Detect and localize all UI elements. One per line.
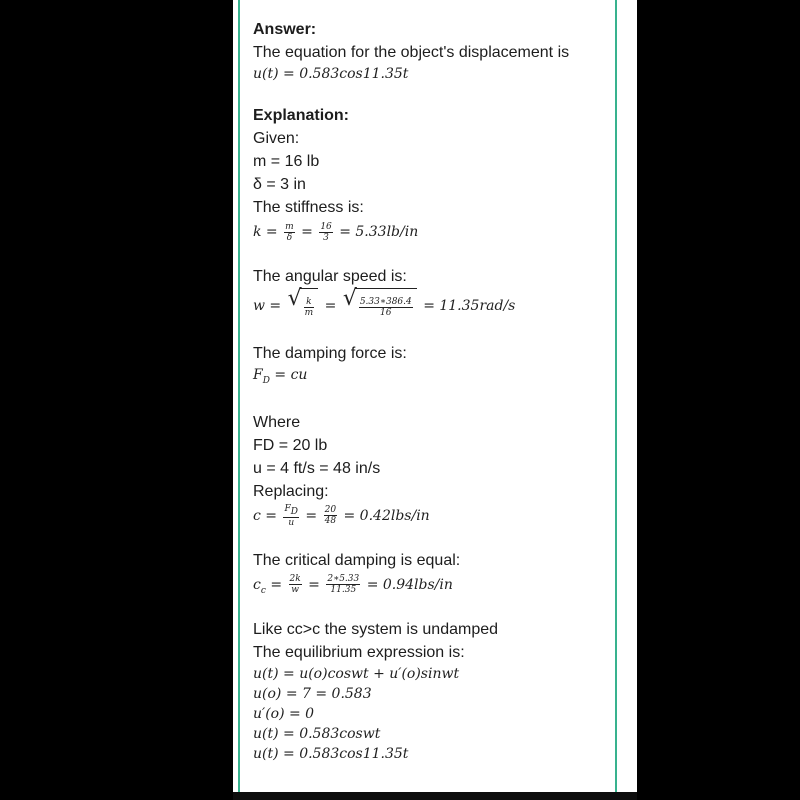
u-value: u = 4 ft/s = 48 in/s <box>253 459 381 477</box>
right-accent-rule <box>615 0 617 800</box>
critical-damping-label: The critical damping is equal: <box>253 551 461 569</box>
equilibrium-label: The equilibrium expression is: <box>253 643 465 661</box>
left-accent-rule <box>238 0 240 800</box>
equilibrium-line-4: u(t) = 0.583coswt <box>253 725 381 742</box>
critical-damping-equation: $c_c$ = $\frac{2k}{w}$ = $\frac{2∗5.33}{11.35}$ = 0.94lbs/in <box>253 574 453 596</box>
answer-content <box>253 18 613 764</box>
equilibrium-line-1: u(t) = u(o)coswt + u′(o)sinwt <box>253 665 460 682</box>
stiffness-label: The stiffness is: <box>253 199 364 216</box>
damping-force-label: The damping force is: <box>253 345 407 362</box>
mass-value: m = 16 lb <box>253 153 320 170</box>
angular-speed-label: The angular speed is: <box>253 268 407 285</box>
given-label: Given: <box>253 130 300 147</box>
c-equation: c = $\frac{F_D}{u}$ = $\frac{20}{48}$ = 0.42lbs/in <box>253 503 430 528</box>
answer-text: The equation for the object's displacement is <box>253 44 570 61</box>
stiffness-equation: k = $\frac{m}{\delta}$ = $\frac{16}{3}$ = 5.33lb/in <box>253 221 419 243</box>
bottom-band <box>233 792 637 800</box>
delta-value: δ = 3 in <box>253 176 306 193</box>
equilibrium-line-3: u′(o) = 0 <box>253 705 315 722</box>
fd-value: FD = 20 lb <box>253 436 328 454</box>
damping-force-equation: $F_D$ = cu <box>253 367 308 386</box>
undamped-statement: Like cc>c the system is undamped <box>253 620 499 638</box>
replacing-label: Replacing: <box>253 482 329 500</box>
answer-heading: Answer: <box>253 21 317 38</box>
equilibrium-line-5: u(t) = 0.583cos11.35t <box>253 745 409 762</box>
where-label: Where <box>253 413 301 431</box>
equilibrium-line-2: u(o) = 7 = 0.583 <box>253 685 372 702</box>
answer-equation: u(t) = 0.583cos11.35t <box>253 66 409 82</box>
angular-speed-equation: w = √ $\frac{k}{m}$ = √ $\frac{5.33∗386.4}{16}$ = 11.35rad/s <box>253 288 613 322</box>
explanation-heading: Explanation: <box>253 107 350 124</box>
answer-card <box>233 0 637 800</box>
